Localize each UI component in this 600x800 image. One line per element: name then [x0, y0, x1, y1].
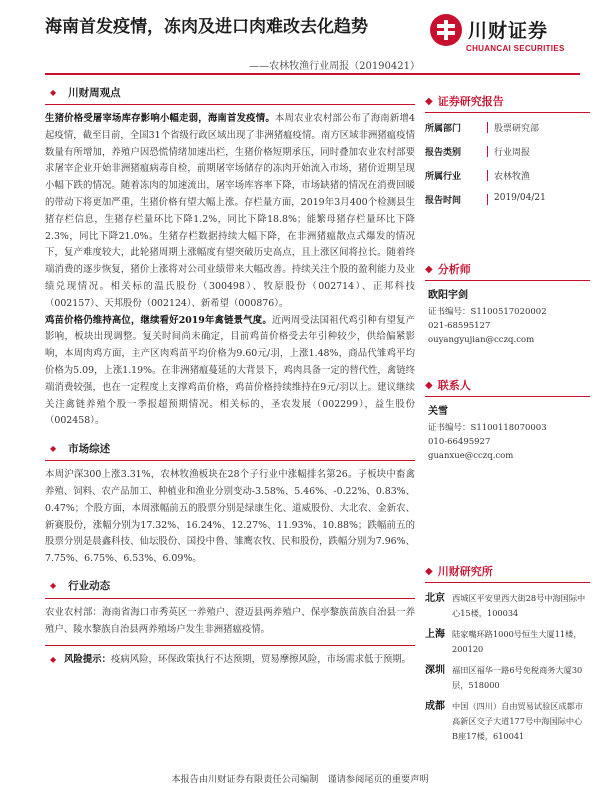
- info-key: 报告类别: [425, 148, 462, 158]
- page-footer: 本报告由川财证券有限责任公司编制 谨请参阅尾页的重要声明: [171, 774, 429, 785]
- section-heading-market: [45, 440, 415, 456]
- office-text: 福田区福华一路6号免税商务大厦30层，518000: [452, 665, 583, 690]
- sidebar-heading-institute: [425, 563, 590, 579]
- sidebar-divider: [425, 112, 590, 113]
- office-address: [425, 663, 590, 693]
- office-city: 深圳: [425, 665, 445, 676]
- industry-paragraph: 农业农村部：海南省海口市秀英区一养殖户、澄迈县两养殖户、保亭黎族苗族自治县一养殖户、陵水黎族自治县两养殖场户发生非洲猪瘟疫情。: [45, 606, 415, 635]
- diamond-bullet-icon: ◆: [425, 95, 433, 107]
- info-value: 股票研究部: [494, 124, 540, 134]
- contact-cert: 证书编号：S1100118070003: [428, 423, 547, 433]
- office-text: 西城区平安里西大街28号中海国际中心15楼，100034: [452, 593, 586, 618]
- risk-warning: [45, 652, 415, 669]
- viewpoint-paragraph-pork: [45, 111, 415, 313]
- report-subtitle: ——农林牧渔行业周报（20190421）: [249, 61, 420, 72]
- analyst-name: 欧阳宇剑: [428, 290, 468, 301]
- section-divider: [45, 460, 415, 461]
- report-title: 海南首发疫情，冻肉及进口肉难改去化趋势: [45, 17, 368, 37]
- office-address: [425, 591, 590, 621]
- contact-name: 关雪: [428, 406, 448, 417]
- office-address: [425, 699, 590, 744]
- section-title: 市场综述: [68, 442, 111, 455]
- section-title: 行业动态: [68, 580, 111, 593]
- section-heading-viewpoint: [45, 84, 415, 100]
- logo-name-cn: 川财证券: [468, 20, 549, 42]
- analyst-email[interactable]: ouyangyujian@cczq.com: [428, 335, 535, 345]
- office-address: [425, 627, 590, 657]
- analyst-cert: 证书编号：S1100517020002: [428, 307, 547, 317]
- diamond-bullet-icon: ◆: [50, 443, 57, 453]
- diamond-bullet-icon: ◆: [50, 87, 57, 97]
- diamond-bullet-icon: ◆: [425, 263, 433, 275]
- info-row: [425, 145, 590, 169]
- info-row: [425, 193, 590, 217]
- risk-label: 风险提示：: [64, 653, 112, 665]
- chuancai-logo-icon: [430, 14, 462, 46]
- section-divider: [45, 645, 415, 646]
- info-row: [425, 169, 590, 193]
- section-heading-industry: [45, 578, 415, 594]
- paragraph-lead: 鸡苗价格仍维持高位，继续看好2019年禽链景气度。: [45, 314, 272, 326]
- sidebar: [425, 93, 590, 744]
- office-text: 陆家嘴环路1000号恒生大厦11楼，200120: [452, 629, 582, 654]
- sidebar-divider: [425, 396, 590, 397]
- sidebar-title: 川财研究所: [437, 565, 493, 578]
- info-key: 所属行业: [425, 172, 462, 182]
- risk-body: 疫病风险，环保政策执行不达预期，贸易摩擦风险，市场需求低于预期。: [111, 653, 412, 665]
- sidebar-title: 联系人: [437, 379, 471, 392]
- market-paragraph: 本周沪深300上涨3.31%，农林牧渔板块在28个子行业中涨幅排名第26。子板块中畜禽养殖、饲料、农产品加工、种植业和渔业分别变动-3.58%、5.46%、-0.22%、0.83%、0.47%；个股方面，本周涨幅前五的股票分别是绿康生化、道威股份、大北农、金新农、新赛股份，涨幅分别为17.32%、16.24%、12.27%、11.93%、10.88%；跌幅前五的股票分别是晨鑫科技、仙坛股份、国投中鲁、雏鹰农牧、民和股份，跌幅分别为7.96%、7.75%、6.75%、6.53%、6.09%。: [45, 469, 415, 565]
- office-city: 上海: [425, 629, 445, 640]
- info-row: [425, 121, 590, 145]
- contact-email[interactable]: guanxue@cczq.com: [428, 451, 514, 461]
- office-text: 中国（四川）自由贸易试验区成都市高新区交子大道177号中海国际中心B座17楼，610041: [452, 701, 584, 741]
- info-key: 所属部门: [425, 124, 462, 134]
- sidebar-title: 分析师: [437, 263, 471, 276]
- section-divider: [45, 104, 415, 105]
- analyst-card: [425, 289, 590, 347]
- sidebar-heading-report: [425, 93, 590, 109]
- diamond-bullet-icon: ◆: [50, 654, 57, 664]
- header-divider: [45, 73, 580, 75]
- info-key: 报告时间: [425, 196, 462, 206]
- office-city: 成都: [425, 701, 445, 712]
- sidebar-divider: [425, 280, 590, 281]
- logo-name-en: CHUANCAI SECURITIES: [466, 44, 565, 53]
- analyst-phone: 021-68595127: [428, 321, 491, 331]
- diamond-bullet-icon: ◆: [425, 565, 433, 577]
- main-content: [45, 80, 415, 668]
- info-value: 行业周报: [494, 148, 531, 158]
- info-value: 2019/04/21: [494, 193, 546, 203]
- sidebar-divider: [425, 582, 590, 583]
- paragraph-body: 近两周受法国祖代鸡引种有望复产影响，板块出现调整。复关时间尚未确定，目前鸡苗价格受去年引种较少，供给偏紧影响，本周肉鸡方面，主产区肉鸡苗平均价格为9.60元/羽，上涨1.48%，商品代雏鸡平均价格为5.09，上涨1.19%。在非洲猪瘟蔓延的大背景下，鸡肉具备一定的替代性，禽链终端消费较强，也在一定程度上支撑鸡苗价格，鸡苗价格持续维持在9元/羽以上。建议继续关注禽链养殖个股一季报超预期情况。相关标的，圣农发展（002299），益生股份（002458）。: [45, 314, 415, 427]
- diamond-bullet-icon: ◆: [425, 379, 433, 391]
- paragraph-body: 本周农业农村部公布了海南新增4起疫情，截至目前，全国31个省级行政区域出现了非洲猪瘟疫情。南方区域非洲猪瘟疫情数量有所增加，养殖户因恐慌情绪加速出栏，生猪价格短期承压，同时叠加农业农村部要求屠宰企业开始非洲猪瘟病毒自检，前期屠宰场储存的冻肉开始流入市场，猪价近期呈现小幅下跌的情况。随着冻肉的加速流出，屠宰场库容率下降，市场缺猪的情况在消费回暖的带动下将更加严重，生猪价格有望大幅上涨。存栏量方面，2019年3月400个检测县生猪存栏信息，生猪存栏量环比下降1.2%，同比下降18.8%；能繁母猪存栏量环比下降2.3%，同比下降21.0%。生猪存栏数据持续大幅下降，在非洲猪瘟散点式爆发的情况下，复产难度较大，此轮猪周期上涨幅度有望突破历史高点，且上涨区间将拉长。随着终端消费的逐步恢复，猪价上涨将对公司业绩带来大幅改善。持续关注个股的盈利能力及业绩兑现情况。相关标的温氏股份（300498）、牧原股份（002714）、正邦科技（002157）、天邦股份（002124）、新希望（000876）。: [45, 113, 415, 309]
- diamond-bullet-icon: ◆: [50, 581, 57, 591]
- contact-phone: 010-66495927: [428, 437, 491, 447]
- sidebar-heading-analyst: [425, 261, 590, 277]
- section-divider: [45, 598, 415, 599]
- sidebar-heading-contact: [425, 377, 590, 393]
- company-logo: [430, 14, 580, 66]
- office-city: 北京: [425, 593, 445, 604]
- info-value: 农林牧渔: [494, 172, 531, 182]
- contact-card: [425, 405, 590, 463]
- paragraph-lead: 生猪价格受屠宰场库存影响小幅走弱，海南首发疫情。: [45, 113, 275, 124]
- viewpoint-paragraph-poultry: [45, 313, 415, 431]
- section-title: 川财周观点: [68, 86, 121, 99]
- sidebar-title: 证券研究报告: [437, 95, 504, 108]
